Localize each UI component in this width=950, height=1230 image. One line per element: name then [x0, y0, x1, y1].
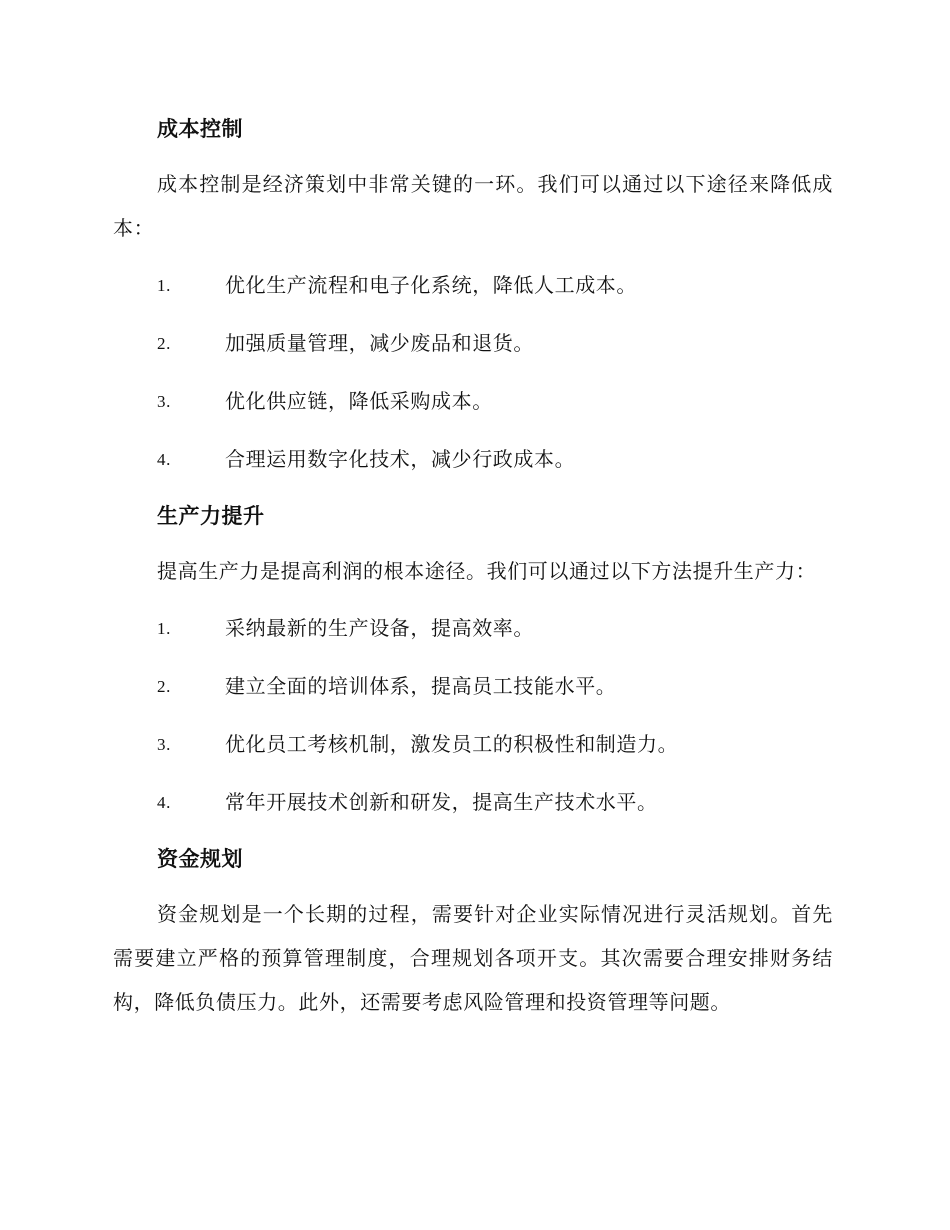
list-number: 2. [157, 677, 171, 696]
list-number: 1. [157, 619, 171, 638]
section-productivity [113, 495, 833, 825]
list-item [113, 722, 833, 767]
numbered-list [113, 263, 833, 482]
list-number: 3. [157, 735, 171, 754]
list-item [113, 606, 833, 651]
section-paragraph: 提高生产力是提高利润的根本途径。我们可以通过以下方法提升生产力： [157, 559, 817, 583]
list-item-text: 优化生产流程和电子化系统，降低人工成本。 [225, 273, 637, 297]
section-heading: 成本控制 [157, 117, 243, 141]
list-number: 4. [157, 793, 171, 812]
list-item [113, 780, 833, 825]
list-item [113, 379, 833, 424]
list-item-text: 加强质量管理，减少废品和退货。 [225, 331, 534, 355]
list-item-text: 优化供应链，降低采购成本。 [225, 389, 493, 413]
list-item [113, 664, 833, 709]
numbered-list [113, 606, 833, 825]
section-cost-control [113, 108, 833, 482]
list-item-text: 常年开展技术创新和研发，提高生产技术水平。 [225, 790, 658, 814]
list-number: 1. [157, 276, 171, 295]
list-number: 2. [157, 334, 171, 353]
section-paragraph: 成本控制是经济策划中非常关键的一环。我们可以通过以下途径来降低成本： [113, 172, 833, 240]
list-item [113, 437, 833, 482]
list-number: 4. [157, 450, 171, 469]
list-item-text: 建立全面的培训体系，提高员工技能水平。 [225, 674, 617, 698]
section-heading: 资金规划 [157, 847, 243, 871]
list-item-text: 优化员工考核机制，激发员工的积极性和制造力。 [225, 732, 679, 756]
list-item [113, 263, 833, 308]
list-item [113, 321, 833, 366]
document-body [113, 108, 833, 1024]
section-heading: 生产力提升 [157, 504, 265, 528]
section-paragraph: 资金规划是一个长期的过程，需要针对企业实际情况进行灵活规划。首先需要建立严格的预算管理制度，合理规划各项开支。其次需要合理安排财务结构，降低负债压力。此外，还需要考虑风险管理和投资管理等问题。 [113, 902, 833, 1014]
list-item-text: 采纳最新的生产设备，提高效率。 [225, 616, 534, 640]
section-fund-planning [113, 838, 833, 1024]
list-item-text: 合理运用数字化技术，减少行政成本。 [225, 447, 576, 471]
list-number: 3. [157, 392, 171, 411]
